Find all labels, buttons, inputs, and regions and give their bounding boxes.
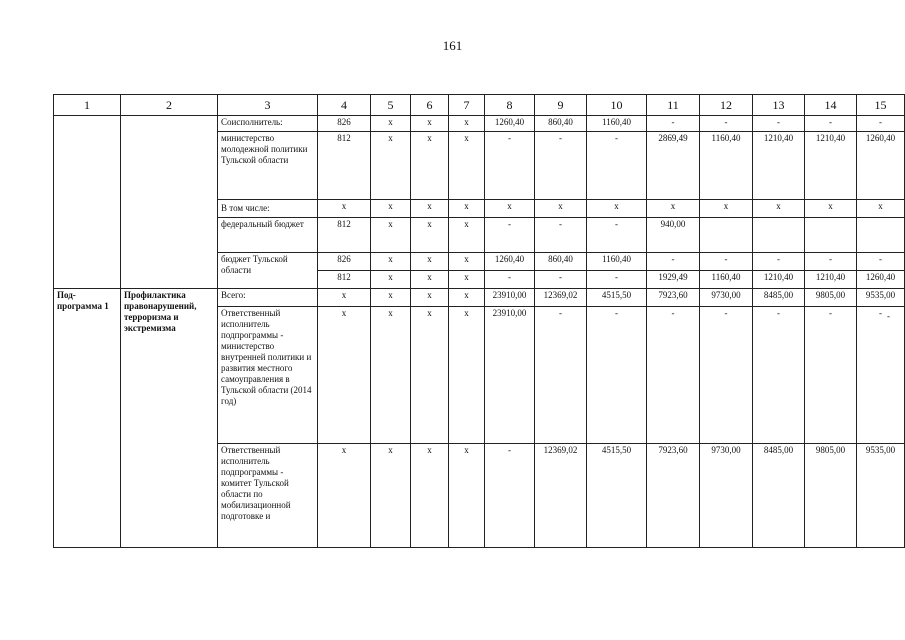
table-cell: 4515,50 <box>587 444 647 548</box>
table-cell: 1160,40 <box>587 253 647 271</box>
table-cell: х <box>371 271 411 289</box>
table-cell: 1160,40 <box>587 116 647 132</box>
table-cell: 940,00 <box>647 218 700 253</box>
table-cell: 9730,00 <box>700 289 753 307</box>
table-cell: 23910,00 <box>485 289 535 307</box>
table-cell: х <box>449 444 485 548</box>
table-cell: 4515,50 <box>587 289 647 307</box>
table-cell: - <box>485 132 535 200</box>
table-cell: 12369,02 <box>535 289 587 307</box>
table-cell: х <box>371 253 411 271</box>
table-cell: 826 <box>318 116 371 132</box>
header-cell: 2 <box>121 95 218 116</box>
table-cell: - <box>700 116 753 132</box>
table-cell: 1210,40 <box>805 132 857 200</box>
table-cell: х <box>857 200 905 218</box>
header-cell: 15 <box>857 95 905 116</box>
table-cell: х <box>449 271 485 289</box>
table-cell: - <box>805 116 857 132</box>
table-cell <box>805 218 857 253</box>
header-cell: 7 <box>449 95 485 116</box>
table-cell: 1160,40 <box>700 271 753 289</box>
table-cell: 9535,00 <box>857 444 905 548</box>
table-cell: х <box>449 253 485 271</box>
table-cell: х <box>371 444 411 548</box>
table-cell: 1210,40 <box>753 132 805 200</box>
header-cell: 1 <box>54 95 121 116</box>
table-cell: 812 <box>318 218 371 253</box>
table-cell: - <box>753 307 805 444</box>
cell-value: - <box>879 308 882 318</box>
subprogram-title: Профилактика правонарушений, терроризма и экстремизма <box>121 289 218 548</box>
header-cell: 4 <box>318 95 371 116</box>
table-cell: х <box>411 271 449 289</box>
table-cell: - <box>485 444 535 548</box>
table-cell: 1210,40 <box>753 271 805 289</box>
table-cell: - <box>587 271 647 289</box>
table-cell <box>857 218 905 253</box>
table-cell: х <box>449 307 485 444</box>
table-cell: 860,40 <box>535 253 587 271</box>
table-cell: - <box>485 271 535 289</box>
table-cell: - <box>647 307 700 444</box>
table-cell: х <box>411 132 449 200</box>
table-cell: х <box>805 200 857 218</box>
table-cell: х <box>411 289 449 307</box>
table-cell: 2869,49 <box>647 132 700 200</box>
table-cell: 1210,40 <box>805 271 857 289</box>
page-number: 161 <box>442 38 463 53</box>
table-cell: х <box>753 200 805 218</box>
table-cell: х <box>371 289 411 307</box>
header-cell: 6 <box>411 95 449 116</box>
table-cell: - <box>857 116 905 132</box>
table-cell: х <box>700 200 753 218</box>
table-cell: 7923,60 <box>647 289 700 307</box>
budget-table <box>53 94 905 548</box>
table-cell: 826 <box>318 253 371 271</box>
header-cell: 3 <box>218 95 318 116</box>
table-cell: х <box>449 218 485 253</box>
table-cell: х <box>411 116 449 132</box>
table-cell: х <box>411 253 449 271</box>
header-cell: 8 <box>485 95 535 116</box>
table-cell: х <box>449 132 485 200</box>
header-cell: 14 <box>805 95 857 116</box>
table-cell: х <box>411 218 449 253</box>
table-cell: 1260,40 <box>857 132 905 200</box>
table-cell: х <box>411 200 449 218</box>
table-cell: 23910,00 <box>485 307 535 444</box>
table-cell: х <box>449 200 485 218</box>
table-cell: х <box>411 444 449 548</box>
row-label: Ответственный исполнитель подпрограммы - комитет Тульской области по мобилизационной подготовке и <box>218 444 318 548</box>
empty-cell <box>54 116 121 289</box>
table-cell: - <box>805 253 857 271</box>
table-cell <box>753 218 805 253</box>
table-cell: х <box>449 289 485 307</box>
header-cell: 5 <box>371 95 411 116</box>
table-cell: - <box>647 253 700 271</box>
subprogram-number: Под-программа 1 <box>54 289 121 548</box>
table-cell: х <box>587 200 647 218</box>
table-cell: 812 <box>318 132 371 200</box>
table-cell: 8485,00 <box>753 444 805 548</box>
table-cell: х <box>318 444 371 548</box>
table-cell: 9535,00 <box>857 289 905 307</box>
table-cell: х <box>647 200 700 218</box>
table-cell: - <box>700 307 753 444</box>
row-label: министерство молодежной политики Тульской области <box>218 132 318 200</box>
table-cell: - <box>805 307 857 444</box>
table-row <box>54 289 905 307</box>
table-cell: 7923,60 <box>647 444 700 548</box>
table-cell: - <box>753 253 805 271</box>
table-cell: 1160,40 <box>700 132 753 200</box>
table-cell: х <box>318 200 371 218</box>
table-cell: - <box>587 132 647 200</box>
empty-cell <box>121 116 218 289</box>
row-label: Ответственный исполнитель подпрограммы - министерство внутренней политики и развития местного самоуправления в Тульской области (2014 год) <box>218 307 318 444</box>
table-cell: 9805,00 <box>805 444 857 548</box>
cell-mark: - <box>887 311 890 321</box>
table-cell: 1260,40 <box>485 253 535 271</box>
header-cell: 12 <box>700 95 753 116</box>
table-cell: 8485,00 <box>753 289 805 307</box>
table-row <box>54 116 905 132</box>
header-row <box>54 95 905 116</box>
table-cell: х <box>371 307 411 444</box>
header-cell: 9 <box>535 95 587 116</box>
table-cell: - <box>753 116 805 132</box>
table-cell: х <box>371 132 411 200</box>
table-cell: х <box>449 116 485 132</box>
table-cell: 1260,40 <box>857 271 905 289</box>
header-cell: 11 <box>647 95 700 116</box>
row-label: Всего: <box>218 289 318 307</box>
table-cell: - <box>857 253 905 271</box>
table-cell: - <box>700 253 753 271</box>
table-cell: - <box>587 218 647 253</box>
table-cell: 9805,00 <box>805 289 857 307</box>
table-cell <box>700 218 753 253</box>
table-cell: 1260,40 <box>485 116 535 132</box>
table-cell: х <box>371 116 411 132</box>
table-cell: х <box>371 200 411 218</box>
table-cell: х <box>318 307 371 444</box>
row-label: федеральный бюджет <box>218 218 318 253</box>
header-cell: 13 <box>753 95 805 116</box>
table-cell: - <box>535 307 587 444</box>
table-cell: х <box>535 200 587 218</box>
table-cell: 1929,49 <box>647 271 700 289</box>
table-cell: х <box>485 200 535 218</box>
table-cell: 9730,00 <box>700 444 753 548</box>
row-label: Соисполнитель: <box>218 116 318 132</box>
table-cell: - <box>587 307 647 444</box>
table-cell: 812 <box>318 271 371 289</box>
table-cell: 12369,02 <box>535 444 587 548</box>
table-cell: - <box>535 132 587 200</box>
header-cell: 10 <box>587 95 647 116</box>
table-cell: х <box>318 289 371 307</box>
table-cell: х <box>411 307 449 444</box>
row-label: бюджет Тульской области <box>218 253 318 289</box>
table-cell: - <box>485 218 535 253</box>
table-cell: - <box>535 271 587 289</box>
table-cell: - <box>535 218 587 253</box>
row-label: В том числе: <box>218 200 318 218</box>
table-cell <box>857 307 905 444</box>
table-cell: х <box>371 218 411 253</box>
table-cell: - <box>647 116 700 132</box>
table-cell: 860,40 <box>535 116 587 132</box>
